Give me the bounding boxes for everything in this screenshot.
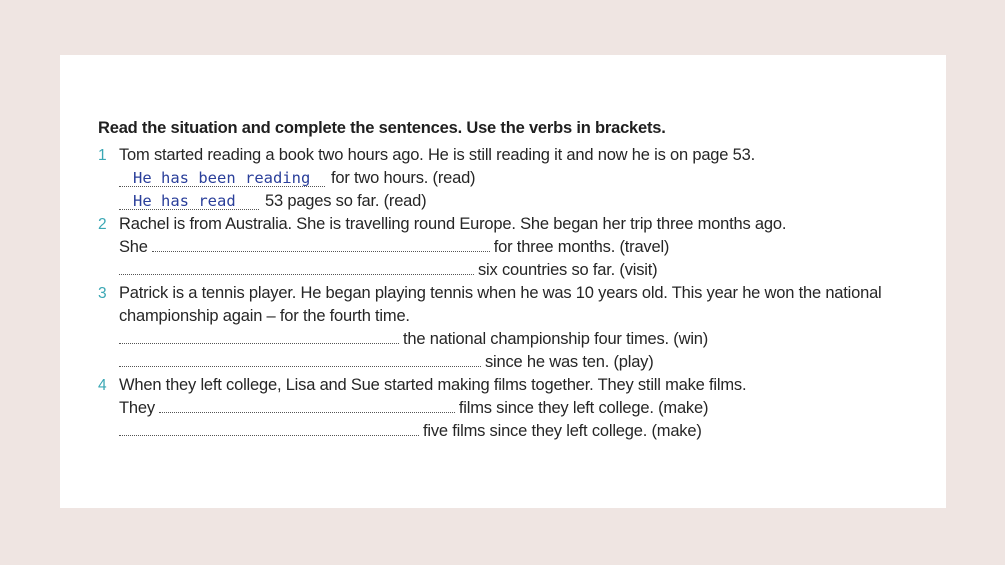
answer-line — [119, 328, 928, 351]
answer-blank[interactable] — [159, 397, 455, 413]
situation-text: Tom started reading a book two hours ago. He is still reading it and now he is on page 53. — [119, 146, 755, 164]
answer-line — [119, 167, 928, 190]
answer-line — [119, 397, 928, 420]
answer-blank[interactable] — [119, 328, 399, 344]
exercise-item-2 — [98, 213, 928, 282]
situation-text: When they left college, Lisa and Sue started making films together. They still make films. — [119, 376, 747, 394]
exercise-item-1 — [98, 144, 928, 213]
exercise-number: 4 — [98, 377, 107, 394]
exercise-number: 3 — [98, 285, 107, 302]
answer-line — [119, 259, 928, 282]
situation-text: championship again – for the fourth time. — [119, 307, 410, 325]
exercise-card — [60, 55, 946, 508]
exercise-number: 1 — [98, 147, 107, 164]
answer-rest-text: the national championship four times. (win) — [403, 330, 709, 348]
handwritten-answer[interactable]: He has been reading — [119, 171, 325, 187]
answer-subject: They — [119, 399, 155, 417]
answer-rest-text: for three months. (travel) — [493, 238, 670, 256]
answer-subject: She — [119, 238, 148, 256]
answer-line — [119, 351, 928, 374]
handwritten-answer[interactable]: He has read — [119, 194, 259, 210]
answer-rest-text: for two hours. (read) — [331, 169, 476, 187]
answer-blank[interactable] — [152, 236, 490, 252]
answer-blank[interactable] — [119, 420, 419, 436]
exercise-content — [98, 119, 928, 443]
answer-line — [119, 420, 928, 443]
exercise-item-3 — [98, 282, 928, 374]
answer-line — [119, 236, 928, 259]
answer-line — [119, 190, 928, 213]
answer-rest-text: 53 pages so far. (read) — [265, 192, 427, 210]
answer-blank[interactable] — [119, 259, 474, 275]
exercise-item-4 — [98, 374, 928, 443]
instructions-heading: Read the situation and complete the sentences. Use the verbs in brackets. — [98, 119, 666, 137]
situation-text: Patrick is a tennis player. He began playing tennis when he was 10 years old. This year he won the national — [119, 284, 882, 302]
situation-text: Rachel is from Australia. She is travelling round Europe. She began her trip three months ago. — [119, 215, 787, 233]
answer-rest-text: films since they left college. (make) — [458, 399, 709, 417]
exercise-number: 2 — [98, 216, 107, 233]
answer-rest-text: since he was ten. (play) — [485, 353, 654, 371]
answer-rest-text: five films since they left college. (make) — [423, 422, 702, 440]
answer-blank[interactable] — [119, 351, 481, 367]
answer-rest-text: six countries so far. (visit) — [478, 261, 658, 279]
